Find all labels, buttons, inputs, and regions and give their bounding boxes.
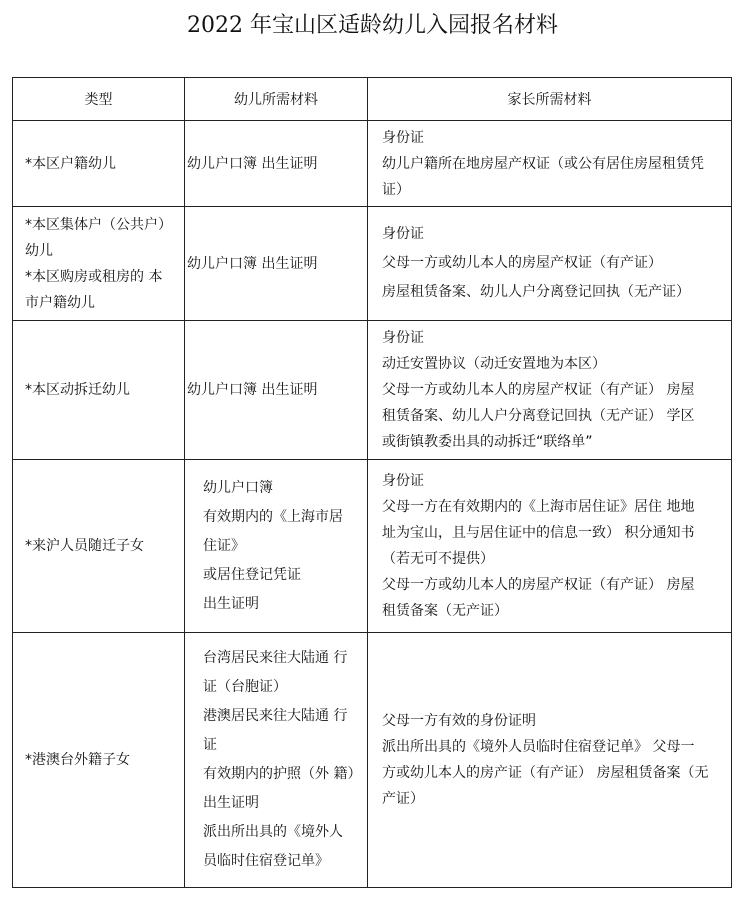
table-row	[13, 321, 732, 460]
table-row	[13, 121, 732, 207]
parent-material-line: 租赁备案、幼儿人户分离登记回执（无产证） 学区	[382, 408, 695, 424]
parent-material-line: 方或幼儿本人的房产证（有产证） 房屋租赁备案（无	[382, 765, 709, 781]
parent-material-line: 派出所出具的《境外人员临时住宿登记单》 父母一	[382, 739, 695, 755]
child-material-line: 有效期内的《上海市居	[203, 508, 343, 525]
type-line: 幼儿	[25, 242, 53, 259]
child-material-line: 出生证明	[203, 795, 259, 811]
parent-material-line: 址为宝山，且与居住证中的信息一致） 积分通知书	[382, 525, 695, 541]
parent-materials-cell	[368, 460, 732, 633]
requirements-table	[12, 77, 732, 888]
child-materials-cell	[185, 633, 368, 888]
child-material-line: 员临时住宿登记单》	[203, 853, 329, 869]
child-material-line: 住证》	[203, 537, 245, 554]
parent-materials-cell	[368, 207, 732, 321]
table-row	[13, 633, 732, 888]
type-line: *本区集体户（公共户）	[25, 216, 172, 233]
child-material-line: 幼儿户口簿 出生证明	[187, 255, 318, 272]
parent-materials-cell	[368, 633, 732, 888]
parent-material-line: 租赁备案（无产证）	[382, 603, 508, 619]
header-child-materials: 幼儿所需材料	[185, 78, 368, 121]
child-material-line: 幼儿户口簿 出生证明	[187, 382, 318, 398]
type-cell	[13, 460, 185, 633]
child-material-line: 港澳居民来往大陆通 行	[203, 708, 348, 724]
parent-material-line: 动迁安置协议（动迁安置地为本区）	[382, 356, 606, 372]
parent-material-line: 父母一方有效的身份证明	[382, 713, 536, 729]
child-material-line: 证（台胞证）	[203, 679, 287, 695]
child-materials-cell	[185, 460, 368, 633]
type-line: *本区户籍幼儿	[25, 155, 116, 172]
parent-material-line: 产证）	[382, 791, 424, 807]
header-type: 类型	[13, 78, 185, 121]
parent-materials-cell	[368, 321, 732, 460]
parent-material-line: 或街镇教委出具的动拆迁“联络单”	[382, 434, 593, 450]
type-line: *来沪人员随迁子女	[25, 538, 144, 554]
parent-material-line: 父母一方或幼儿本人的房屋产权证（有产证） 房屋	[382, 382, 695, 398]
type-cell	[13, 121, 185, 207]
parent-material-line: （若无可不提供）	[382, 551, 494, 567]
parent-materials-cell	[368, 121, 732, 207]
parent-material-line: 父母一方在有效期内的《上海市居住证》居住 地地	[382, 499, 695, 515]
child-materials-cell	[185, 121, 368, 207]
parent-material-line: 证）	[382, 181, 410, 198]
parent-material-line: 身份证	[382, 330, 424, 346]
child-material-line: 幼儿户口簿 出生证明	[187, 155, 318, 172]
child-material-line: 台湾居民来往大陆通 行	[203, 650, 348, 666]
child-materials-cell	[185, 321, 368, 460]
parent-material-line: 幼儿户籍所在地房屋产权证（或公有居住房屋租赁凭	[382, 155, 704, 172]
parent-material-line: 父母一方或幼儿本人的房屋产权证（有产证） 房屋	[382, 577, 695, 593]
parent-material-line: 身份证	[382, 129, 424, 146]
table-row	[13, 460, 732, 633]
type-line: *本区动拆迁幼儿	[25, 382, 130, 398]
table-row	[13, 207, 732, 321]
header-parent-materials: 家长所需材料	[368, 78, 732, 121]
child-material-line: 出生证明	[203, 595, 259, 612]
type-line: *港澳台外籍子女	[25, 752, 130, 768]
type-line: *本区购房或租房的 本	[25, 268, 163, 285]
page-title: 2022 年宝山区适龄幼儿入园报名材料	[187, 13, 558, 38]
type-line: 市户籍幼儿	[25, 294, 95, 311]
type-cell	[13, 207, 185, 321]
child-material-line: 或居住登记凭证	[203, 566, 301, 583]
child-materials-cell	[185, 207, 368, 321]
parent-material-line: 父母一方或幼儿本人的房屋产权证（有产证）	[382, 255, 662, 271]
child-material-line: 有效期内的护照（外 籍）	[203, 766, 362, 782]
child-material-line: 幼儿户口簿	[203, 479, 273, 496]
type-cell	[13, 633, 185, 888]
parent-material-line: 身份证	[382, 226, 424, 242]
parent-material-line: 身份证	[382, 473, 424, 489]
header-row	[13, 78, 732, 121]
child-material-line: 派出所出具的《境外人	[203, 824, 343, 840]
child-material-line: 证	[203, 737, 217, 753]
type-cell	[13, 321, 185, 460]
parent-material-line: 房屋租赁备案、幼儿人户分离登记回执（无产证）	[382, 284, 690, 300]
